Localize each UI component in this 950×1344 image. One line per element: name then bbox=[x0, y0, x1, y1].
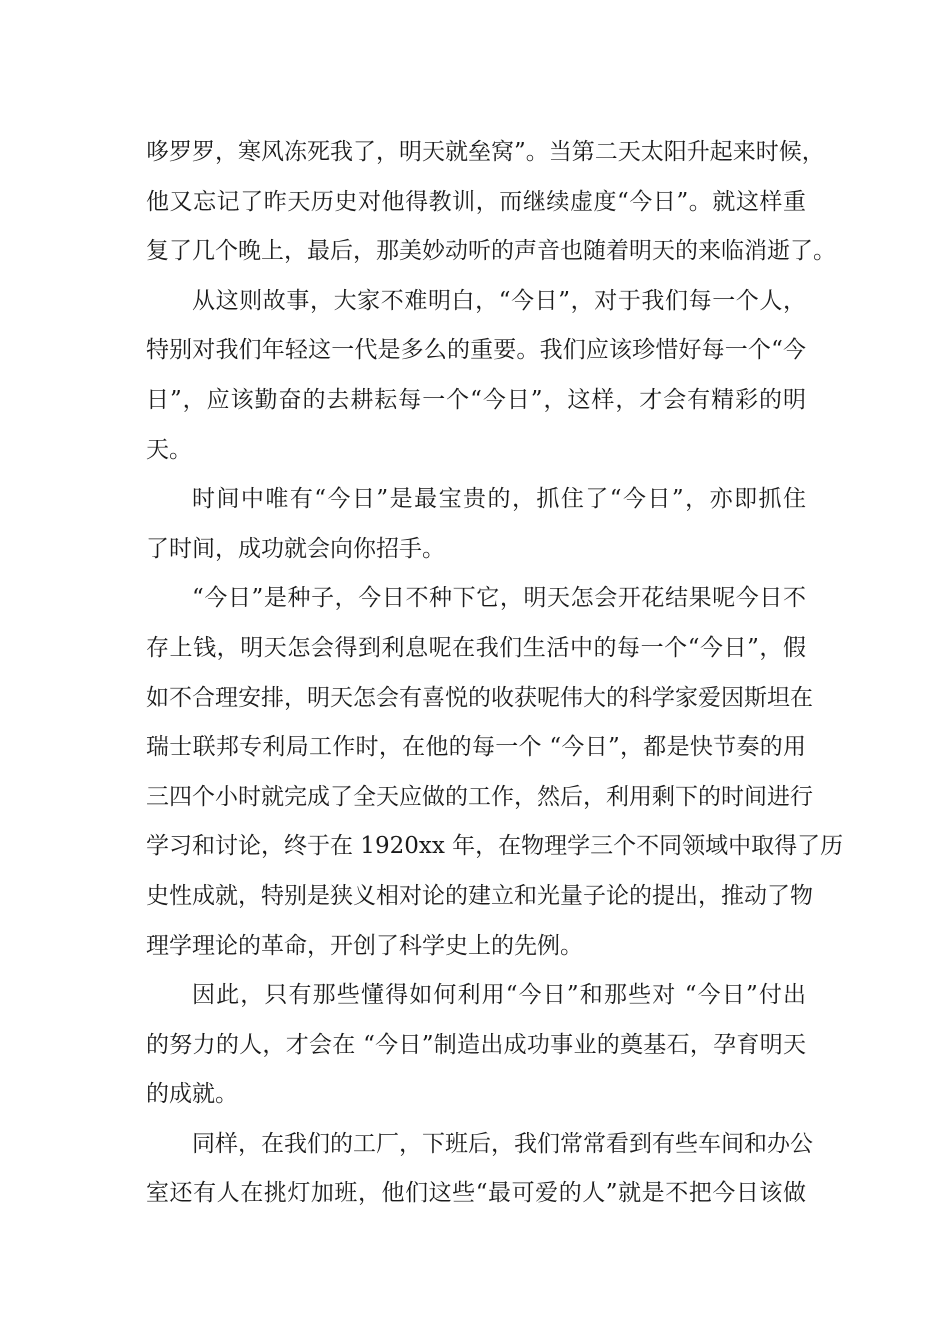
text-line: 从这则故事，大家不难明白，“今日”，对于我们每一个人， bbox=[192, 287, 806, 314]
text-line: 复了几个晚上，最后，那美妙动听的声音也随着明天的来临消逝了。 bbox=[146, 238, 836, 265]
text-line: 瑞士联邦专利局工作时，在他的每一个 “今日”，都是快节奏的用 bbox=[146, 734, 806, 761]
text-line: 因此，只有那些懂得如何利用“今日”和那些对 “今日”付出 bbox=[192, 982, 806, 1009]
document-body bbox=[146, 128, 844, 1219]
text-line: 三四个小时就完成了全天应做的工作，然后，利用剩下的时间进行 bbox=[146, 783, 813, 810]
text-line: “今日”是种子，今日不种下它，明天怎会开花结果呢今日不 bbox=[192, 585, 806, 612]
text-line: 的努力的人，才会在 “今日”制造出成功事业的奠基石，孕育明天 bbox=[146, 1031, 806, 1058]
text-line: 日”，应该勤奋的去耕耘每一个“今日”，这样，才会有精彩的明 bbox=[146, 386, 806, 413]
text-line: 史性成就，特别是狭义相对论的建立和光量子论的提出，推动了物 bbox=[146, 882, 813, 909]
text-line: 室还有人在挑灯加班，他们这些“最可爱的人”就是不把今日该做 bbox=[146, 1180, 806, 1207]
text-line: 学习和讨论，终于在 1920xx 年，在物理学三个不同领域中取得了历 bbox=[146, 833, 844, 860]
text-line: 理学理论的革命，开创了科学史上的先例。 bbox=[146, 932, 583, 959]
text-line: 哆罗罗，寒风冻死我了，明天就垒窝”。当第二天太阳升起来时候， bbox=[146, 139, 825, 165]
text-line: 同样，在我们的工厂，下班后，我们常常看到有些车间和办公 bbox=[192, 1130, 813, 1157]
text-line: 特别对我们年轻这一代是多么的重要。我们应该珍惜好每一个“今 bbox=[146, 337, 806, 364]
text-line: 了时间，成功就会向你招手。 bbox=[146, 535, 445, 562]
text-line: 存上钱，明天怎会得到利息呢在我们生活中的每一个“今日”，假 bbox=[146, 634, 806, 661]
text-line: 时间中唯有“今日”是最宝贵的，抓住了“今日”，亦即抓住 bbox=[192, 486, 806, 513]
text-line: 他又忘记了昨天历史对他得教训，而继续虚度“今日”。就这样重 bbox=[146, 188, 806, 215]
text-line: 的成就。 bbox=[146, 1081, 238, 1108]
text-line: 天。 bbox=[146, 436, 192, 463]
text-line: 如不合理安排，明天怎会有喜悦的收获呢伟大的科学家爱因斯坦在 bbox=[146, 684, 813, 711]
